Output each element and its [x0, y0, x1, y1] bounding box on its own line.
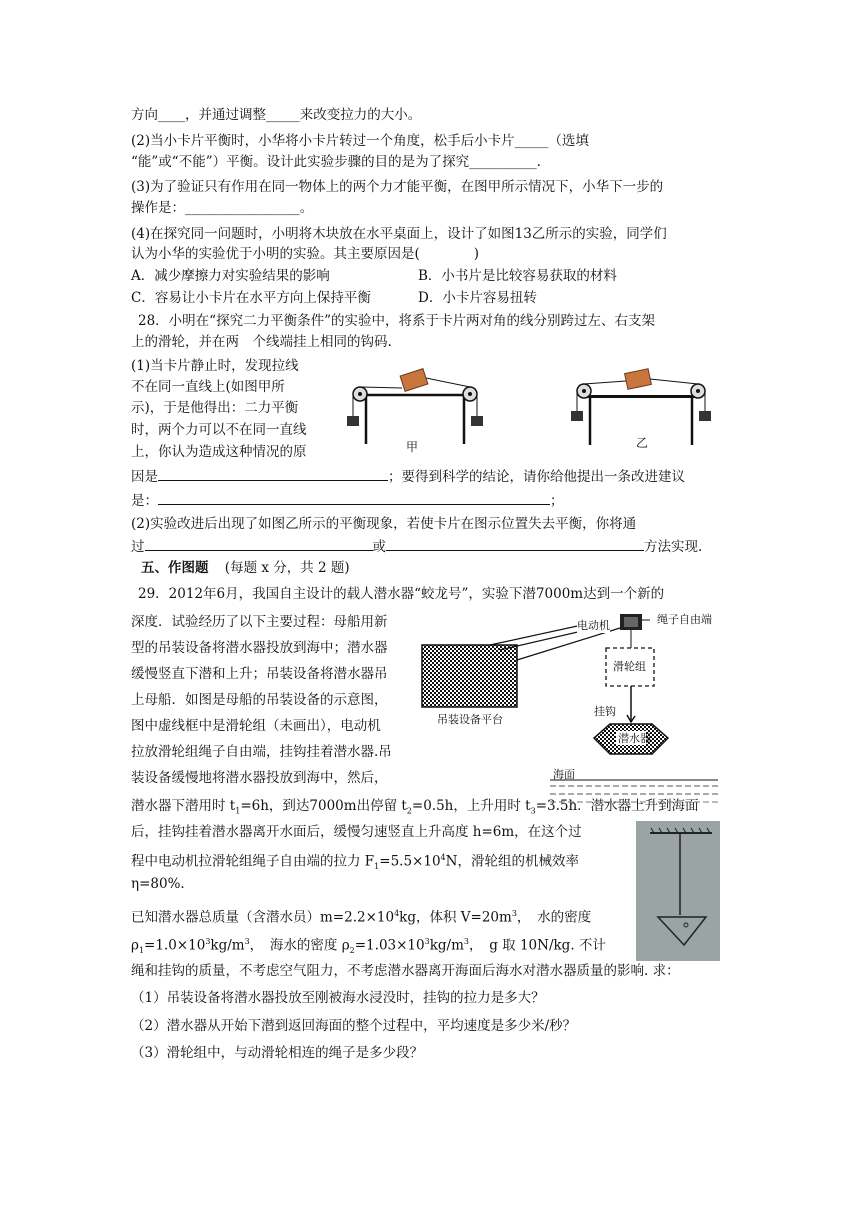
label-motor: 电动机	[577, 619, 610, 632]
subscript: 1	[138, 946, 145, 956]
q28-line-1: 28．小明在“探究二力平衡条件”的实验中，将系于卡片两对角的线分别跨过左、右支架	[138, 313, 655, 329]
text: ， g 取 10N/kg. 不计	[468, 937, 606, 954]
figure-yi-label: 乙	[636, 436, 649, 450]
q27-option-d: D．小卡片容易扭转	[418, 290, 537, 306]
label-pulley: 滑轮组	[613, 660, 646, 673]
q28-para-6	[131, 466, 685, 487]
q28-para-9c: 方法实现.	[644, 539, 703, 555]
section-5-note: (每题 x 分，共 2 题)	[224, 560, 350, 576]
superscript: 3	[463, 937, 469, 946]
q28-para-2: 不在同一直线上(如图甲所	[131, 379, 285, 395]
q27-line-2: (2)当小卡片平衡时，小华将小卡片转过一个角度，松手后小卡片_____（选填	[131, 133, 589, 149]
q27-option-a: A．减少摩擦力对实验结果的影响	[131, 268, 330, 284]
q29-line-6: 图中虚线框中是滑轮组（未画出），电动机	[131, 718, 381, 734]
q28-para-7a: 是：	[131, 493, 158, 509]
q29-line-14	[131, 932, 606, 961]
q29-line-8: 装设备缓慢地将潜水器投放到海中，然后，	[131, 770, 388, 786]
text: =1.03×10	[354, 937, 425, 954]
q27-line-7: 认为小华的实验优于小明的实验。其主要原因是( )	[131, 246, 480, 262]
q27-line-5: 操作是：_________________。	[131, 200, 314, 216]
q27-line-1: 方向____，并通过调整_____来改变拉力的大小。	[131, 107, 422, 123]
figure-jia-label: 甲	[406, 440, 419, 454]
q29-line-15: 绳和挂钩的质量，不考虑空气阻力，不考虑潜水器离开海面后海水对潜水器质量的影响. 求：	[131, 963, 680, 979]
text: kg/m	[429, 937, 464, 954]
label-free-end: 绳子自由端	[657, 613, 712, 626]
q28-para-7	[131, 490, 564, 511]
text: 潜水器下潜用时 t	[131, 798, 236, 814]
q28-para-9a: 过	[131, 539, 145, 555]
superscript: 4	[394, 909, 400, 918]
q29-line-3: 型的吊装设备将潜水器投放到海中；潜水器	[131, 640, 388, 656]
q28-line-2: 上的滑轮，并在两 个线端挂上相同的钩码.	[131, 334, 392, 350]
text: kg/m	[210, 937, 245, 954]
text: kg，体积 V=20m	[399, 909, 512, 926]
q29-sub-1: （1）吊装设备将潜水器投放至刚被海水浸没时，挂钩的拉力是多大？	[131, 990, 545, 1006]
q28-para-3: 示)，于是他得出：二力平衡	[131, 400, 299, 416]
superscript: 4	[440, 853, 446, 862]
superscript: 3	[511, 909, 517, 918]
q27-line-3: “能”或“不能”）平衡。设计此实验步骤的目的是为了探究__________.	[131, 154, 541, 170]
q29-line-7: 拉放滑轮组绳子自由端，挂钩挂着潜水器.吊	[131, 744, 392, 760]
superscript: 3	[244, 937, 250, 946]
text: =3.5h．潜水器上升到海面	[535, 798, 699, 814]
q29-line-13	[131, 904, 591, 928]
answer-blank[interactable]	[145, 536, 373, 551]
text: =6h，到达7000m出停留 t	[240, 798, 407, 814]
text: ρ	[131, 937, 139, 954]
superscript: 3	[424, 937, 430, 946]
label-submarine: 潜水器	[618, 732, 651, 745]
q27-option-b: B．小书片是比较容易获取的材料	[418, 268, 617, 284]
subscript: 2	[406, 806, 412, 816]
q28-para-6a: 因是	[131, 469, 158, 485]
figure-jia	[340, 364, 490, 446]
q29-sub-2: （2）潜水器从开始下潜到返回海面的整个过程中，平均速度是多少米/秒？	[131, 1018, 577, 1034]
answer-blank[interactable]	[158, 490, 550, 505]
q28-para-5: 上，你认为造成这种情况的原	[131, 444, 307, 460]
answer-blank[interactable]	[158, 466, 388, 481]
section-5-title: 五、作图题	[141, 560, 209, 576]
hanging-object-photo	[636, 821, 720, 961]
q27-line-4: (3)为了验证只有作用在同一物体上的两个力才能平衡，在图甲所示情况下，小华下一步的	[131, 179, 664, 195]
q28-para-4: 时，两个力可以不在同一直线	[131, 422, 307, 438]
q29-line-4: 缓慢竖直下潜和上升；吊装设备将潜水器吊	[131, 666, 388, 682]
q27-option-c: C．容易让小卡片在水平方向上保持平衡	[131, 290, 371, 306]
subscript: 2	[349, 946, 355, 956]
q29-line-5: 上母船．如图是母船的吊装设备的示意图，	[131, 692, 388, 708]
text: ， 海水的密度 ρ	[249, 937, 350, 954]
label-hook: 挂钩	[594, 705, 616, 718]
text: =1.0×10	[144, 937, 206, 954]
q29-sub-3: （3）滑轮组中，与动滑轮相连的绳子是多少段？	[131, 1045, 424, 1061]
subscript: 1	[374, 862, 380, 872]
label-platform: 吊装设备平台	[437, 713, 503, 726]
text: =0.5h，上升用时 t	[411, 798, 531, 814]
subscript: 3	[530, 806, 536, 816]
q28-para-9b: 或	[372, 539, 386, 555]
q29-line-12: η=80%.	[131, 876, 185, 892]
text: 程中电动机拉滑轮组绳子自由端的拉力 F	[131, 853, 375, 870]
label-sea: 海面	[553, 768, 575, 781]
text: 已知潜水器总质量（含潜水员）m=2.2×10	[131, 909, 395, 926]
q28-para-8: (2)实验改进后出现了如图乙所示的平衡现象，若使卡片在图示位置失去平衡，你将通	[131, 516, 637, 532]
q27-line-6: (4)在探究同一问题时，小明将木块放在水平桌面上，设计了如图13乙所示的实验，同学们	[131, 226, 667, 242]
superscript: 3	[205, 937, 211, 946]
q29-line-11	[131, 848, 579, 877]
answer-blank[interactable]	[386, 536, 644, 551]
q29-line-10: 后，挂钩挂着潜水器离开水面后，缓慢匀速竖直上升高度 h=6m，在这个过	[131, 824, 582, 840]
section-5-heading	[141, 558, 350, 578]
q28-para-7b: ；	[550, 493, 564, 509]
q29-line-2: 深度．试验经历了以下主要过程：母船用新	[131, 614, 388, 630]
q29-line-1: 29．2012年6月，我国自主设计的载人潜水器“蛟龙号”，实验下潜7000m达到一个新的	[138, 586, 665, 602]
text: N，滑轮组的机械效率	[445, 853, 579, 870]
q28-para-1: (1)当卡片静止时，发现拉线	[131, 358, 299, 374]
text: ， 水的密度	[516, 909, 592, 926]
q28-para-9	[131, 536, 702, 557]
q28-para-6b: ；要得到科学的结论，请你给他提出一条改进建议	[388, 469, 685, 485]
text: =5.5×10	[379, 853, 441, 870]
subscript: 1	[235, 806, 241, 816]
